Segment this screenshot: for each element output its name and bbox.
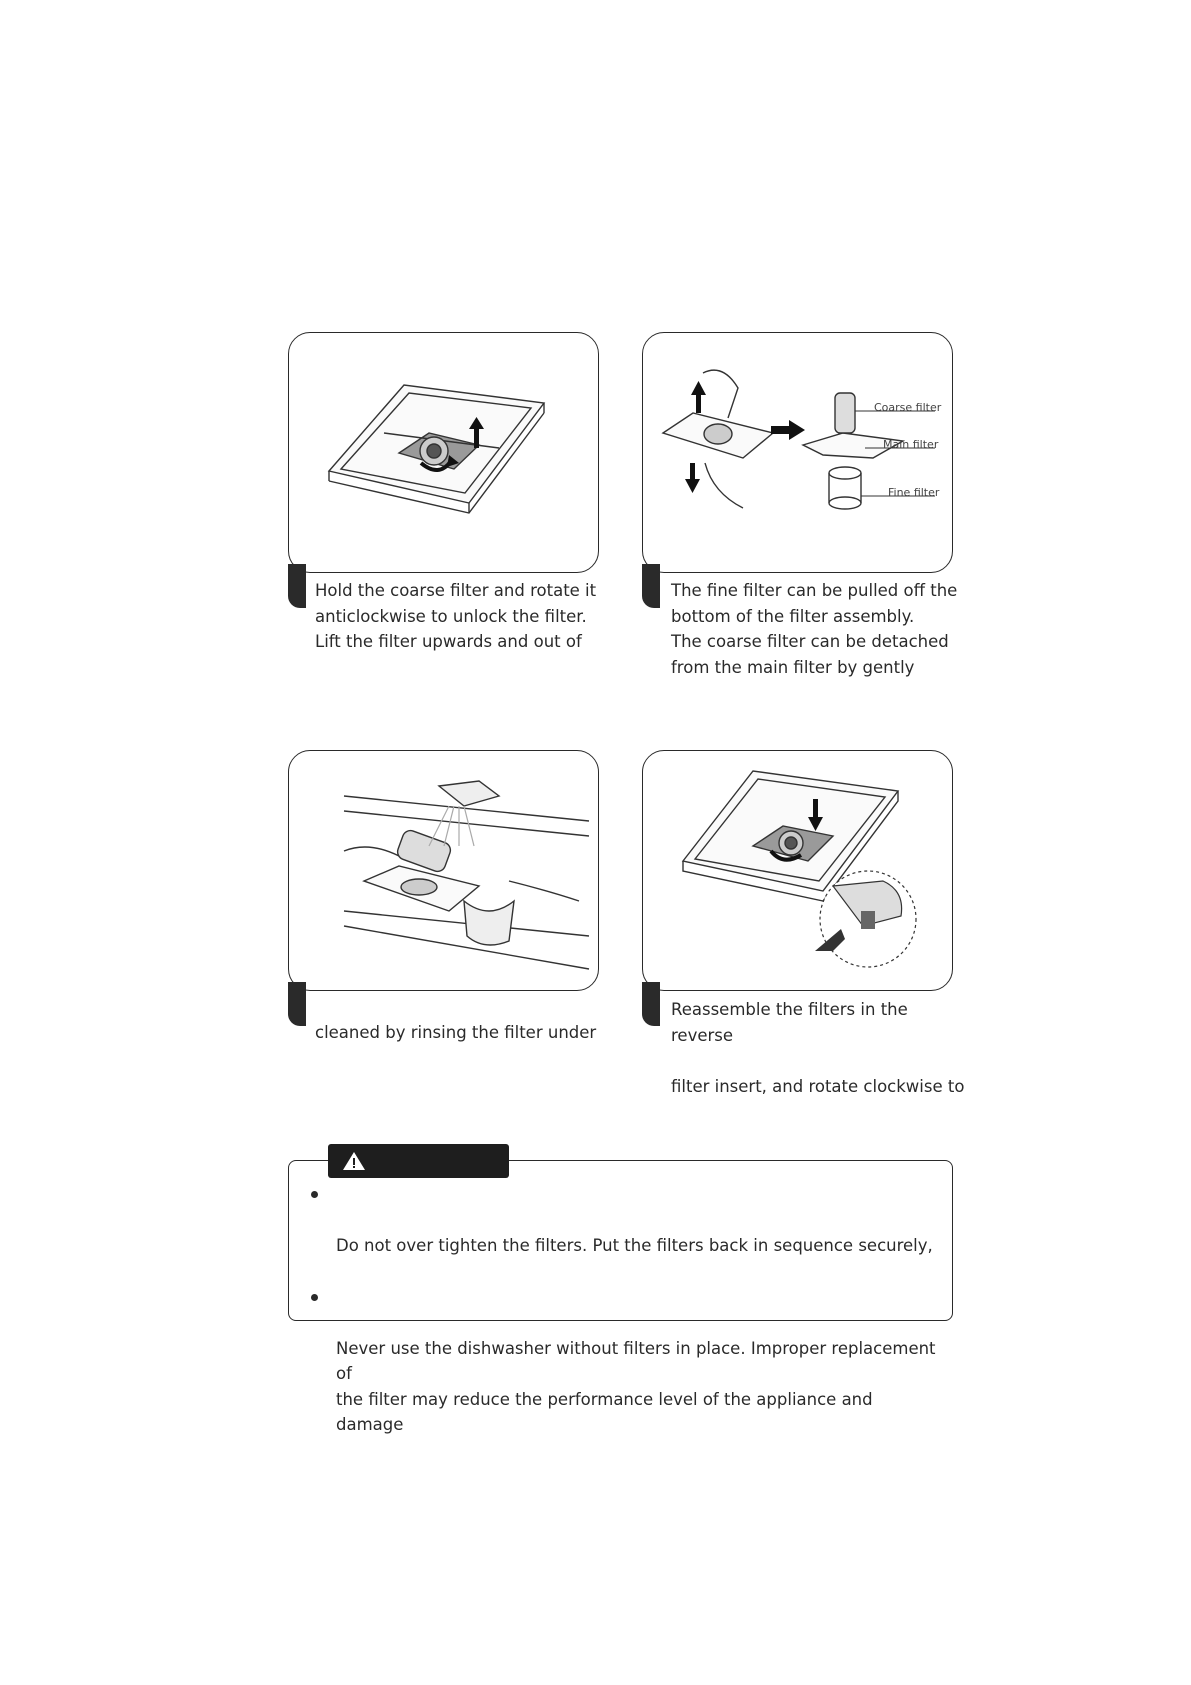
main-filter-label: Main filter (883, 438, 939, 451)
step-3-illustration-panel (288, 750, 599, 991)
warning-badge (328, 1144, 509, 1178)
filter-disassembly-illustration (643, 333, 953, 573)
step-1-tab-marker (288, 564, 306, 608)
step-2-instructions: The fine filter can be pulled off the bottom of the filter assembly. The coarse filter can be detached from the main filter by gently (671, 581, 958, 677)
step-4-illustration-panel (642, 750, 953, 991)
step-4-tab-marker (642, 982, 660, 1026)
filter-rinsing-illustration (289, 751, 599, 991)
fine-filter-label: Fine filter (888, 486, 940, 499)
warning-list (300, 1182, 940, 1464)
warning-item (300, 1182, 940, 1259)
filter-reassembly-illustration (643, 751, 953, 991)
filter-unlock-illustration (289, 333, 599, 573)
step-2-tab-marker (642, 564, 660, 608)
coarse-filter-label: Coarse filter (874, 401, 942, 414)
bullet-icon (311, 1294, 318, 1301)
step-2-illustration-panel (642, 332, 953, 573)
step-4-instructions: Reassemble the filters in the reverse filter insert, and rotate clockwise to (671, 1000, 965, 1096)
warning-item-text: Never use the dishwasher without filters in place. Improper replacement of the filter may reduce the performance level of the appliance and damage (336, 1338, 936, 1434)
warning-item (300, 1285, 940, 1438)
step-1-instructions: Hold the coarse filter and rotate it anticlockwise to unlock the filter. Lift the filter upwards and out of (315, 581, 597, 651)
warning-item-text: Do not over tighten the filters. Put the filters back in sequence securely, (336, 1236, 933, 1255)
bullet-icon (311, 1191, 318, 1198)
step-3-tab-marker (288, 982, 306, 1026)
step-3-instructions: cleaned by rinsing the filter under (315, 1022, 597, 1042)
warning-triangle-icon (342, 1151, 366, 1171)
step-1-illustration-panel (288, 332, 599, 573)
